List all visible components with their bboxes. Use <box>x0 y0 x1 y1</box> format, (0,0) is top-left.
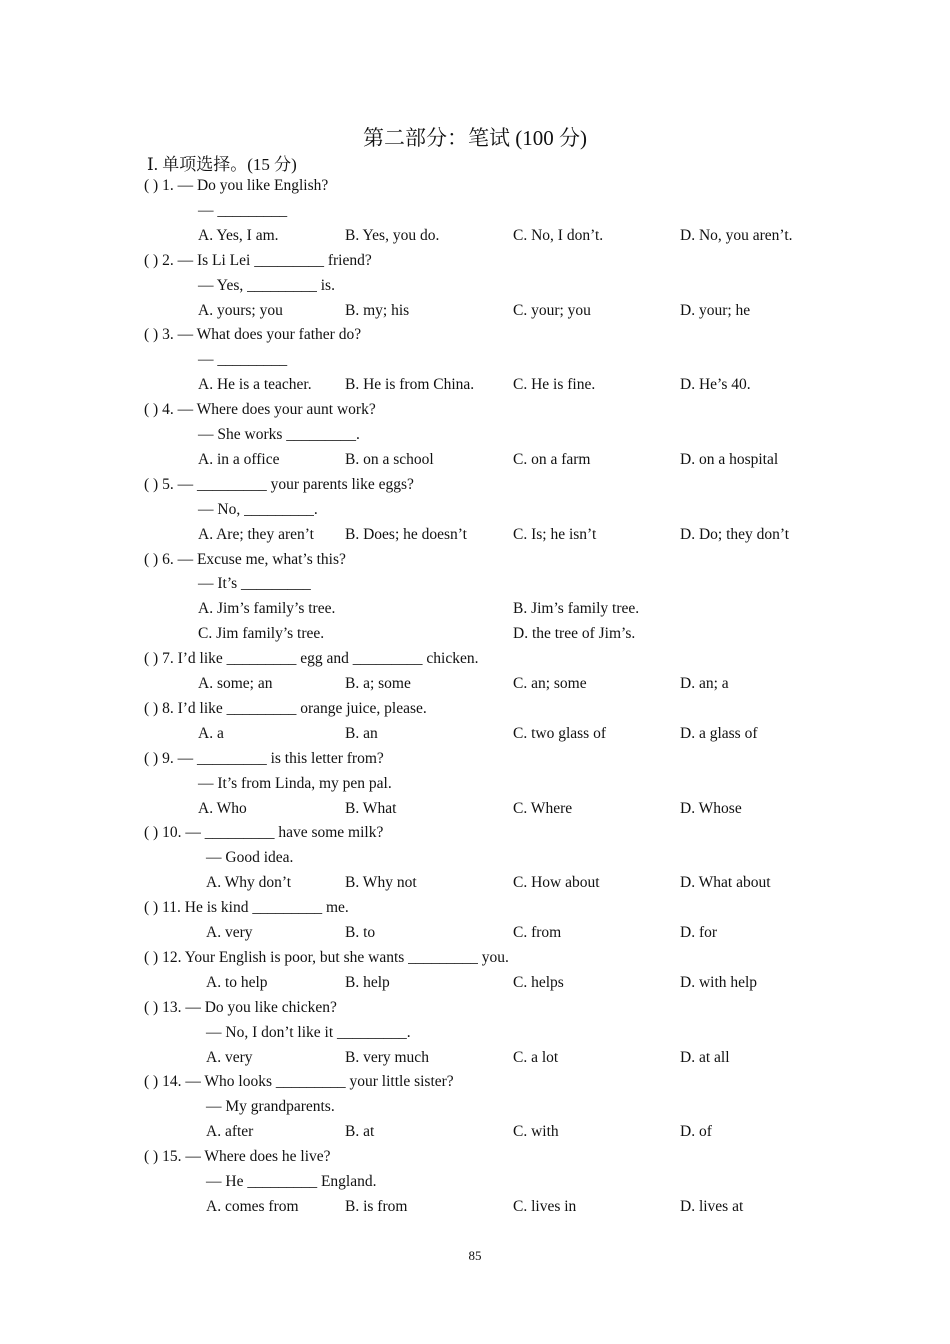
option: B. very much <box>345 1048 429 1066</box>
option: B. Why not <box>345 874 417 892</box>
option: D. your; he <box>680 301 751 319</box>
option: D. Do; they don’t <box>680 525 790 543</box>
option: C. How about <box>513 874 600 892</box>
option: C. your; you <box>513 301 591 319</box>
question-stem: ( ) 7. I’d like _________ egg and _________ chicken. <box>144 650 479 668</box>
option: D. What about <box>680 874 771 892</box>
option: A. yours; you <box>198 301 283 319</box>
question-reply: — It’s from Linda, my pen pal. <box>198 774 392 792</box>
question-reply: — _________ <box>198 201 288 219</box>
option: B. Jim’s family tree. <box>513 600 640 618</box>
option: B. my; his <box>345 301 410 319</box>
option: D. a glass of <box>680 724 758 742</box>
option: A. some; an <box>198 675 273 692</box>
question-stem: ( ) 6. — Excuse me, what’s this? <box>144 550 346 568</box>
question-reply: — Yes, _________ is. <box>198 276 335 294</box>
option: C. lives in <box>513 1197 577 1215</box>
question-reply: — My grandparents. <box>206 1098 335 1116</box>
question-stem: ( ) 15. — Where does he live? <box>144 1148 331 1166</box>
option: D. with help <box>680 973 758 991</box>
question-stem: ( ) 13. — Do you like chicken? <box>144 998 337 1016</box>
option: A. Why don’t <box>206 874 292 892</box>
option: A. very <box>206 1048 253 1066</box>
option: D. on a hospital <box>680 450 779 468</box>
option: D. of <box>680 1123 712 1141</box>
option: C. Is; he isn’t <box>513 525 597 543</box>
option: B. What <box>345 799 397 817</box>
option: B. an <box>345 724 378 742</box>
page-title: 第二部分：笔试 (100 分) <box>363 126 587 150</box>
question-stem: ( ) 10. — _________ have some milk? <box>144 824 384 842</box>
option: D. lives at <box>680 1197 744 1215</box>
option: A. very <box>206 924 253 941</box>
option: C. on a farm <box>513 450 591 468</box>
option: C. helps <box>513 973 564 991</box>
option: A. after <box>206 1123 254 1141</box>
option: B. Does; he doesn’t <box>345 525 467 543</box>
option: C. with <box>513 1123 559 1141</box>
option: D. for <box>680 924 718 941</box>
option: B. on a school <box>345 450 434 468</box>
option: A. Jim’s family’s tree. <box>198 600 336 618</box>
option: C. No, I don’t. <box>513 226 604 244</box>
option: D. He’s 40. <box>680 376 751 394</box>
option: B. to <box>345 924 376 941</box>
option: B. help <box>345 973 390 991</box>
option: C. from <box>513 924 562 941</box>
option: A. comes from <box>206 1197 299 1215</box>
question-reply: — He _________ England. <box>206 1173 377 1190</box>
question-stem: ( ) 4. — Where does your aunt work? <box>144 401 376 419</box>
option: A. He is a teacher. <box>198 376 312 394</box>
question-reply: — Good idea. <box>206 849 294 867</box>
option: A. in a office <box>198 450 280 468</box>
option: B. at <box>345 1123 375 1141</box>
question-stem: ( ) 1. — Do you like English? <box>144 177 329 194</box>
question-stem: ( ) 5. — _________ your parents like eggs? <box>144 475 414 493</box>
option: D. No, you aren’t. <box>680 226 793 244</box>
option: B. is from <box>345 1197 408 1215</box>
option: A. Yes, I am. <box>198 226 279 244</box>
option: B. He is from China. <box>345 376 475 394</box>
option: A. Are; they aren’t <box>198 525 314 543</box>
option: D. Whose <box>680 799 742 817</box>
question-reply: — She works _________. <box>198 426 360 443</box>
option: D. an; a <box>680 675 729 692</box>
section-heading: Ⅰ. 单项选择。(15 分) <box>147 155 297 174</box>
option: C. a lot <box>513 1048 559 1066</box>
question-reply: — No, _________. <box>198 500 318 518</box>
option: B. Yes, you do. <box>345 226 440 244</box>
option: D. the tree of Jim’s. <box>513 625 636 643</box>
option: A. Who <box>198 799 247 817</box>
question-stem: ( ) 2. — Is Li Lei _________ friend? <box>144 251 372 269</box>
question-reply: — No, I don’t like it _________. <box>206 1023 411 1041</box>
option: C. Where <box>513 799 573 817</box>
question-reply: — It’s _________ <box>198 575 311 593</box>
option: C. two glass of <box>513 724 606 742</box>
question-stem: ( ) 9. — _________ is this letter from? <box>144 749 384 767</box>
page-number: 85 <box>468 1248 482 1263</box>
option: C. He is fine. <box>513 376 596 394</box>
question-stem: ( ) 3. — What does your father do? <box>144 326 362 344</box>
option: A. to help <box>206 973 268 991</box>
option: D. at all <box>680 1048 730 1066</box>
option: B. a; some <box>345 675 411 692</box>
option: C. Jim family’s tree. <box>198 625 325 643</box>
question-stem: ( ) 14. — Who looks _________ your little sister? <box>144 1073 454 1091</box>
question-reply: — _________ <box>198 351 288 369</box>
question-stem: ( ) 11. He is kind _________ me. <box>144 899 349 917</box>
option: C. an; some <box>513 675 587 692</box>
question-stem: ( ) 12. Your English is poor, but she wants _________ you. <box>144 948 509 966</box>
question-stem: ( ) 8. I’d like _________ orange juice, please. <box>144 699 427 717</box>
option: A. a <box>198 724 224 742</box>
